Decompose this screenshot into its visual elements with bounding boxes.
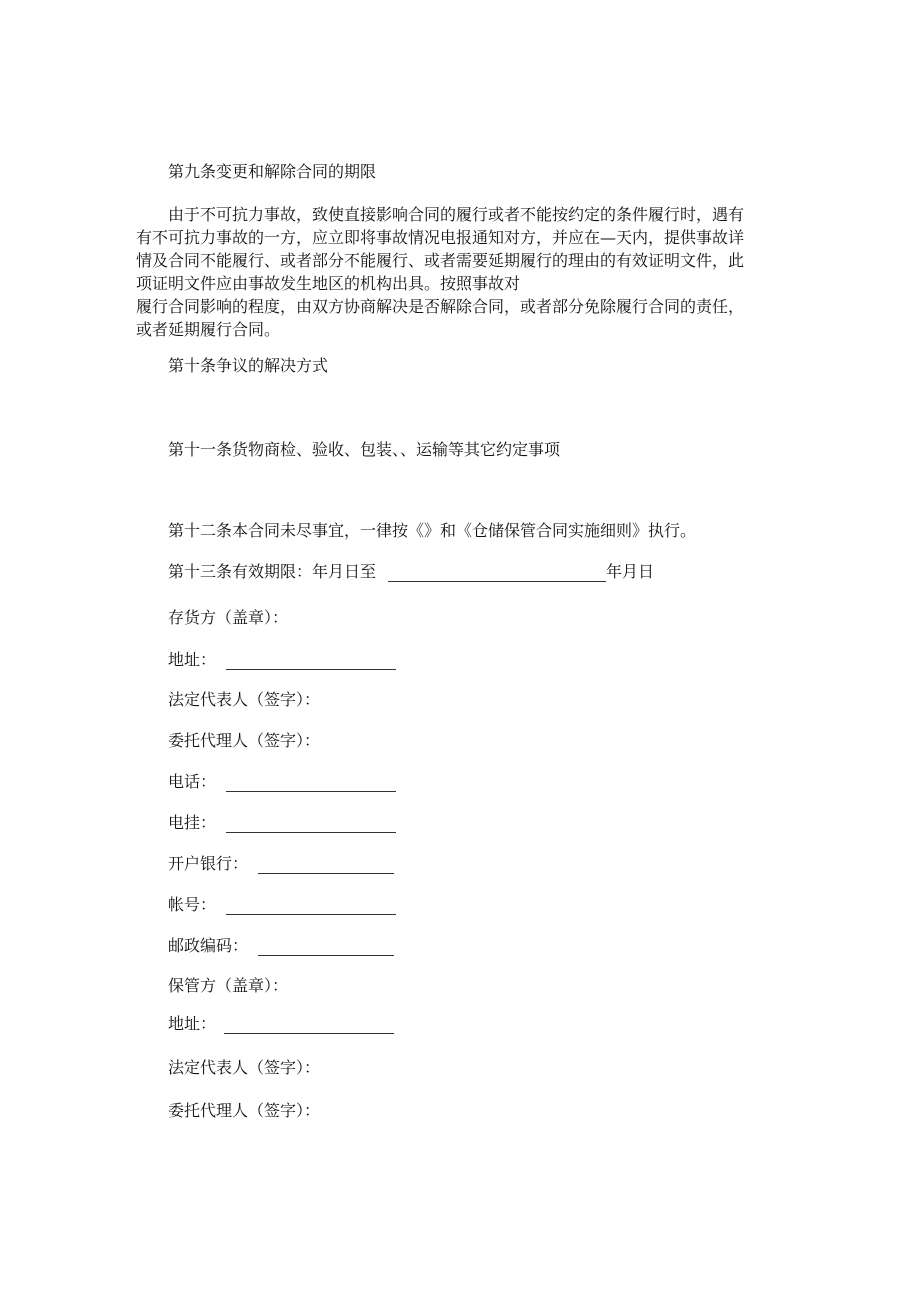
depositor-telegram-field xyxy=(168,813,396,833)
article-13-prefix: 第十三条有效期限：年月日至 xyxy=(168,562,377,581)
custodian-party-label: 保管方（盖章）： xyxy=(168,976,289,995)
depositor-postcode-field xyxy=(168,936,394,956)
depositor-postcode-label: 邮政编码： xyxy=(168,936,249,955)
article-10-heading: 第十条争议的解决方式 xyxy=(168,356,329,375)
article-9-line: 项证明文件应由事故发生地区的机构出具。按照事故对 xyxy=(136,274,521,293)
end-date-blank[interactable] xyxy=(388,565,606,582)
depositor-address-blank[interactable] xyxy=(226,653,396,670)
depositor-postcode-blank[interactable] xyxy=(258,939,394,956)
article-9-body xyxy=(136,203,786,341)
article-13-suffix: 年月日 xyxy=(606,562,655,581)
depositor-account-field xyxy=(168,895,396,915)
article-9-line: 情及合同不能履行、或者部分不能履行、或者需要延期履行的理由的有效证明文件，此 xyxy=(136,251,745,270)
depositor-phone-label: 电话： xyxy=(168,772,217,791)
depositor-bank-label: 开户银行： xyxy=(168,854,249,873)
depositor-account-label: 帐号： xyxy=(168,895,217,914)
article-12-text: 第十二条本合同未尽事宜，一律按《》和《仓储保管合同实施细则》执行。 xyxy=(168,521,697,540)
article-13-validity xyxy=(168,562,654,582)
depositor-phone-field xyxy=(168,772,396,792)
depositor-bank-field xyxy=(168,854,394,874)
article-9-line: 履行合同影响的程度，由双方协商解决是否解除合同，或者部分免除履行合同的责任， xyxy=(136,297,745,316)
depositor-address-field xyxy=(168,650,396,670)
depositor-party-label: 存货方（盖章）： xyxy=(168,608,289,627)
custodian-address-field xyxy=(168,1014,394,1034)
custodian-legal-rep-label: 法定代表人（签字）： xyxy=(168,1058,321,1077)
article-9-line: 有不可抗力事故的一方，应立即将事故情况电报通知对方，并应在—天内，提供事故详 xyxy=(136,228,745,247)
article-9-line: 由于不可抗力事故，致使直接影响合同的履行或者不能按约定的条件履行时，遇有 xyxy=(168,205,745,224)
article-9-heading: 第九条变更和解除合同的期限 xyxy=(168,162,377,181)
depositor-agent-label: 委托代理人（签字）： xyxy=(168,731,321,750)
depositor-legal-rep-label: 法定代表人（签字）： xyxy=(168,690,321,709)
depositor-phone-blank[interactable] xyxy=(226,775,396,792)
article-9-line: 或者延期履行合同。 xyxy=(136,320,281,339)
depositor-account-blank[interactable] xyxy=(226,898,396,915)
depositor-bank-blank[interactable] xyxy=(258,857,394,874)
article-11-heading: 第十一条货物商检、验收、包装、、运输等其它约定事项 xyxy=(168,440,561,459)
custodian-agent-label: 委托代理人（签字）： xyxy=(168,1101,321,1120)
depositor-telegram-label: 电挂： xyxy=(168,813,217,832)
custodian-address-blank[interactable] xyxy=(224,1017,394,1034)
depositor-telegram-blank[interactable] xyxy=(226,816,396,833)
custodian-address-label: 地址： xyxy=(168,1014,217,1033)
depositor-address-label: 地址： xyxy=(168,650,217,669)
